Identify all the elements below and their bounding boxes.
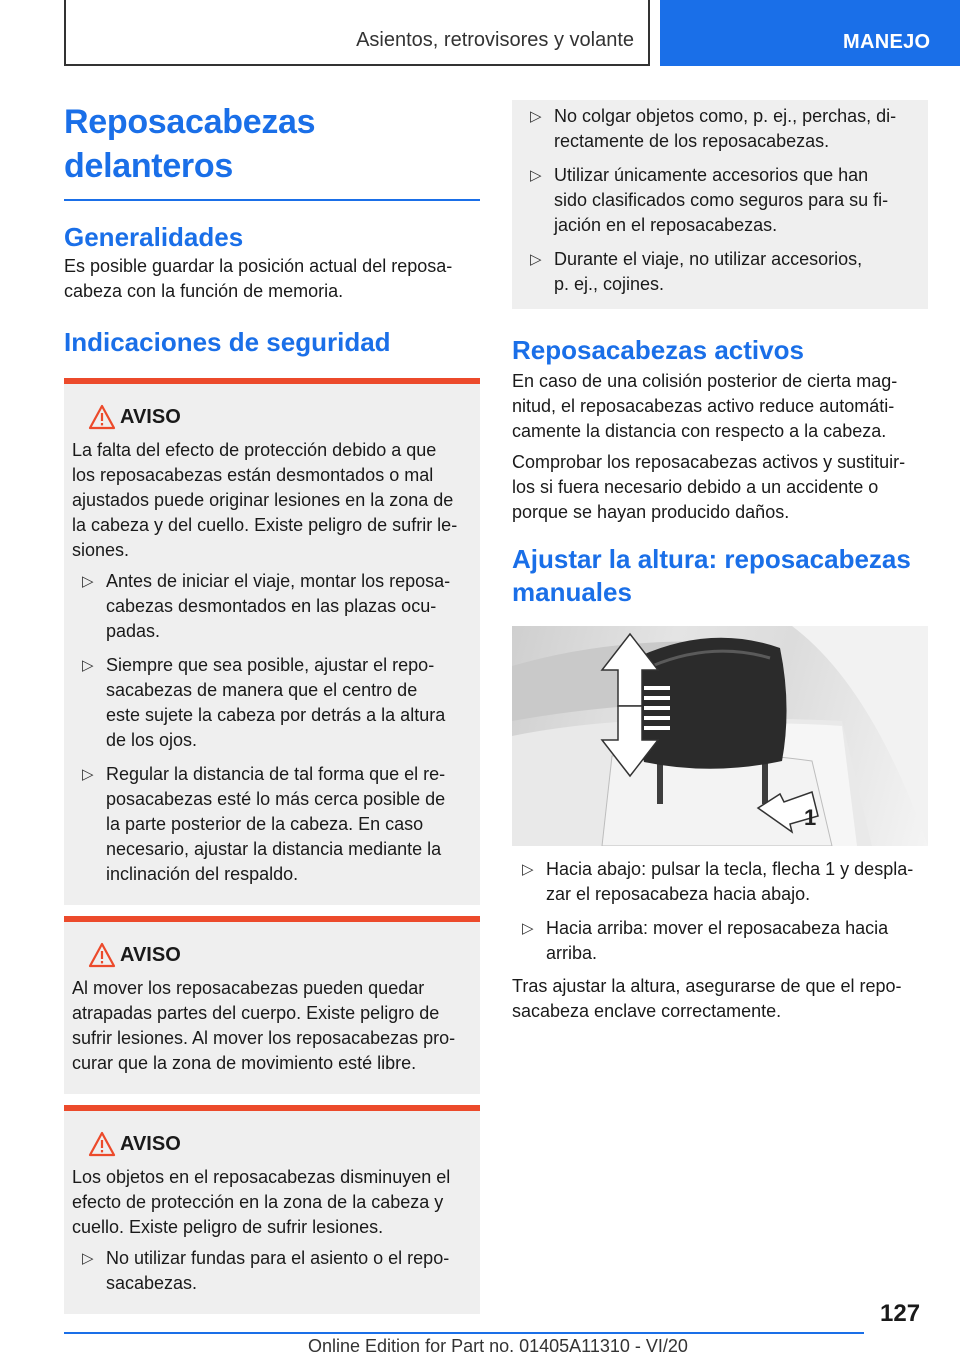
warning-bullets bbox=[520, 104, 920, 297]
warning-triangle-icon bbox=[88, 1131, 116, 1157]
warning-title: AVISO bbox=[120, 1133, 181, 1155]
triangle-bullet-icon: ▷ bbox=[82, 766, 94, 783]
adjust-bullets bbox=[512, 857, 928, 966]
chapter-tab bbox=[660, 0, 960, 66]
active-text-2: Comprobar los reposacabezas activos y sustituir- los si fuera necesario debido a un accidente o porque se hayan producido daños. bbox=[512, 452, 906, 522]
warning-box bbox=[64, 916, 480, 1094]
active-text-1: En caso de una colisión posterior de cierta mag- nitud, el reposacabezas activo reduce automáti- camente la distancia con respecto a la cabeza. bbox=[512, 371, 898, 441]
running-header bbox=[64, 0, 650, 66]
warning-bullets bbox=[72, 569, 472, 887]
list-item: ▷ Regular la distancia de tal forma que el re- posacabezas esté lo más cerca posible de la parte posterior de la cabeza. En caso necesario, ajustar la distancia mediante la inclinación del respaldo. bbox=[82, 764, 446, 884]
warning-box bbox=[64, 1105, 480, 1314]
page-title: Reposacabezas delanteros bbox=[64, 103, 316, 185]
list-item: ▷ Hacia abajo: pulsar la tecla, flecha 1 y despla- zar el reposacabeza hacia abajo. bbox=[522, 859, 914, 904]
warning-text: Al mover los reposacabezas pueden quedar atrapadas partes del cuerpo. Existe peligro de sufrir lesiones. Al mover los reposacabezas pro- curar que la zona de movimiento esté libre. bbox=[72, 978, 456, 1073]
warning-bullets bbox=[72, 1246, 472, 1296]
heading-activos: Reposacabezas activos bbox=[512, 335, 804, 365]
warning-title: AVISO bbox=[120, 406, 181, 428]
callout-number: 1 bbox=[804, 805, 817, 830]
triangle-bullet-icon: ▷ bbox=[522, 920, 534, 937]
list-item: ▷ Siempre que sea posible, ajustar el repo- sacabezas de manera que el centro de este sujete la cabeza por detrás a la altura de los ojos. bbox=[82, 655, 446, 750]
list-item: ▷ Hacia arriba: mover el reposacabeza hacia arriba. bbox=[522, 918, 889, 963]
general-text: Es posible guardar la posición actual del reposa- cabeza con la función de memoria. bbox=[64, 256, 453, 301]
page-number: 127 bbox=[880, 1300, 921, 1327]
warning-triangle-icon bbox=[88, 404, 116, 430]
triangle-bullet-icon: ▷ bbox=[530, 251, 542, 268]
triangle-bullet-icon: ▷ bbox=[530, 108, 542, 125]
warning-continuation bbox=[512, 100, 928, 309]
heading-ajustar: Ajustar la altura: reposacabezas manuales bbox=[512, 544, 911, 607]
footer-edition: Online Edition for Part no. 01405A11310 - VI/20 bbox=[308, 1336, 688, 1356]
warning-text: La falta del efecto de protección debido a que los reposacabezas están desmontados o mal ajustados puede originar lesiones en la zona de la cabeza y del cuello. Existe peligro de sufrir le- siones. bbox=[72, 440, 458, 560]
list-item: ▷ Durante el viaje, no utilizar accesorios, p. ej., cojines. bbox=[530, 249, 863, 294]
warning-title: AVISO bbox=[120, 944, 181, 966]
heading-generalidades: Generalidades bbox=[64, 222, 244, 252]
warning-triangle-icon bbox=[88, 942, 116, 968]
chapter-title: MANEJO bbox=[843, 31, 931, 53]
headrest-drawing bbox=[512, 626, 928, 846]
section-title: Asientos, retrovisores y volante bbox=[356, 29, 634, 51]
triangle-bullet-icon: ▷ bbox=[82, 657, 94, 674]
right-column bbox=[512, 100, 928, 1024]
triangle-bullet-icon: ▷ bbox=[82, 573, 94, 590]
triangle-bullet-icon: ▷ bbox=[530, 167, 542, 184]
list-item: ▷ Utilizar únicamente accesorios que han sido clasificados como seguros para su fi- jación en el reposacabezas. bbox=[530, 165, 889, 235]
adjust-after-text: Tras ajustar la altura, asegurarse de que el repo- sacabeza enclave correctamente. bbox=[512, 976, 902, 1021]
footer-rule bbox=[64, 1332, 864, 1334]
title-rule bbox=[64, 199, 480, 201]
warning-box bbox=[64, 378, 480, 905]
left-column bbox=[64, 100, 480, 1314]
warning-text: Los objetos en el reposacabezas disminuyen el efecto de protección en la zona de la cabeza y cuello. Existe peligro de sufrir lesiones. bbox=[72, 1167, 451, 1237]
list-item: ▷ Antes de iniciar el viaje, montar los reposa- cabezas desmontados en las plazas ocu- padas. bbox=[82, 571, 451, 641]
headrest-illustration bbox=[512, 626, 928, 846]
list-item: ▷ No colgar objetos como, p. ej., perchas, di- rectamente de los reposacabezas. bbox=[530, 106, 897, 151]
triangle-bullet-icon: ▷ bbox=[82, 1250, 94, 1267]
triangle-bullet-icon: ▷ bbox=[522, 861, 534, 878]
list-item: ▷ No utilizar fundas para el asiento o el repo- sacabezas. bbox=[82, 1248, 450, 1293]
heading-seguridad: Indicaciones de seguridad bbox=[64, 327, 391, 357]
